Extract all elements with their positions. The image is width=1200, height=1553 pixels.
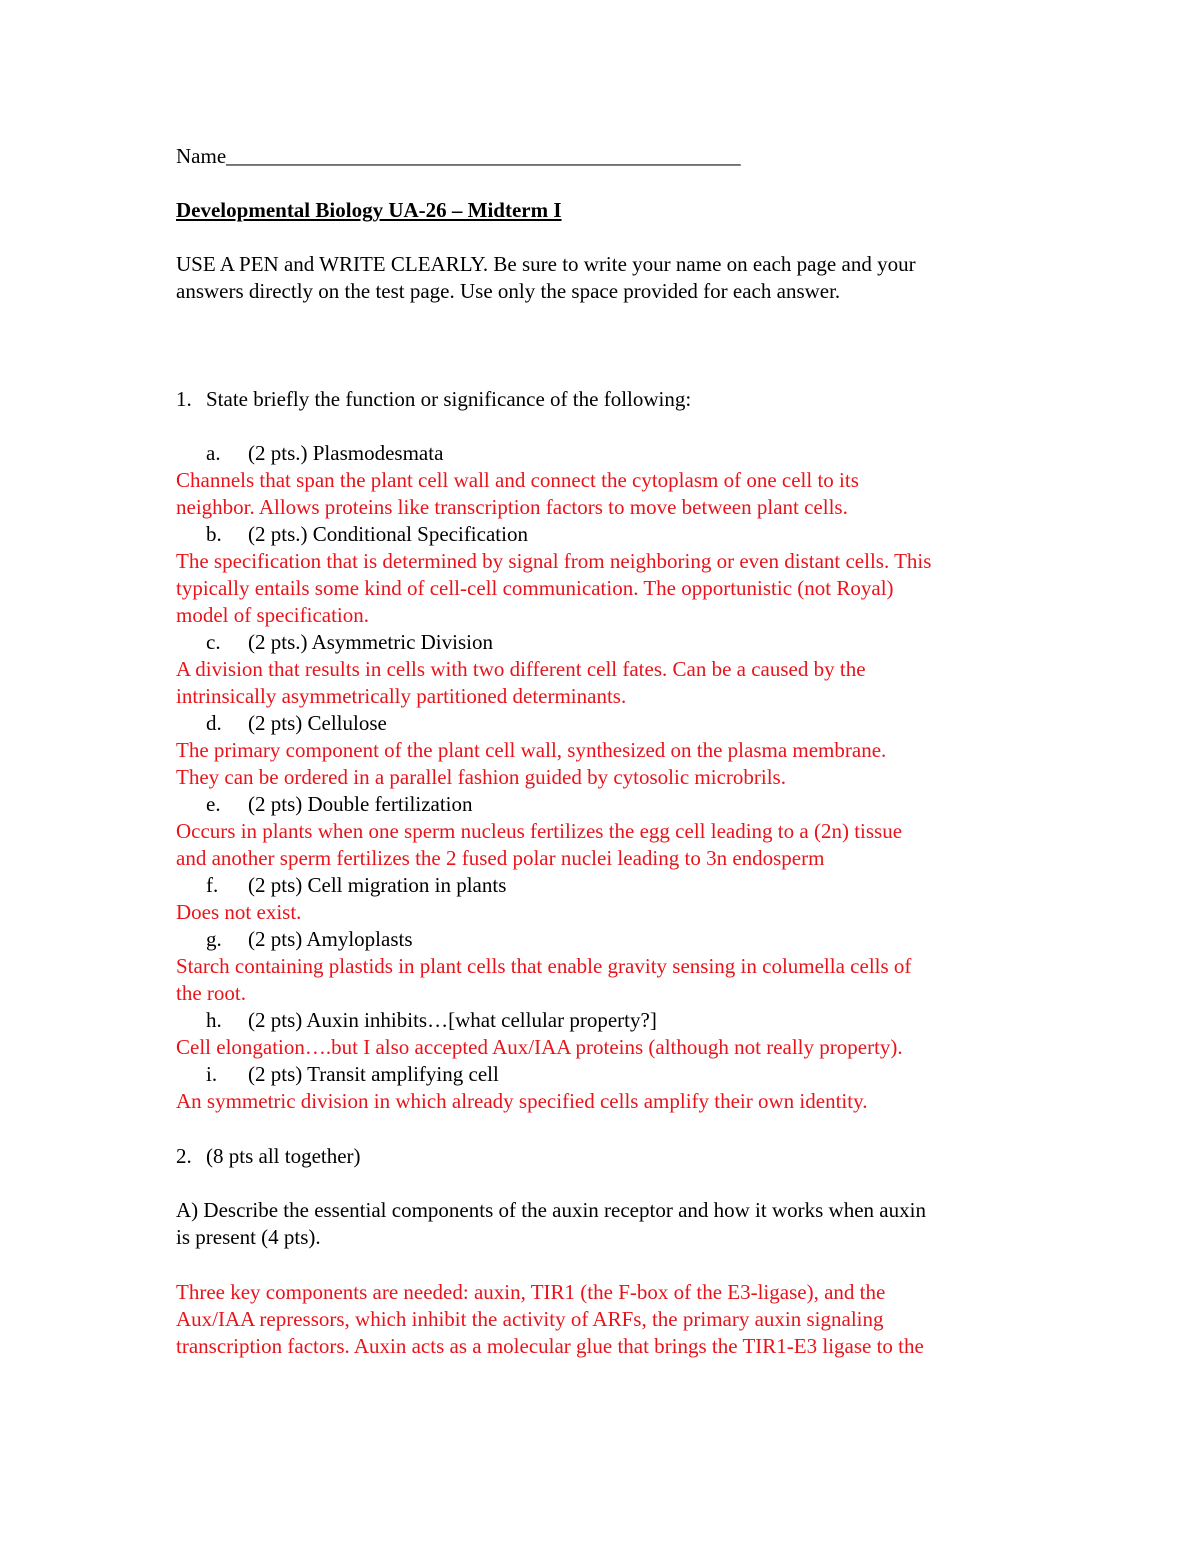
answer-f-line-1: Does not exist.: [176, 900, 302, 924]
answer-2a-line-1: Three key components are needed: auxin, TIR1 (the F-box of the E3-ligase), and the: [176, 1280, 886, 1304]
item-label: (2 pts) Cellulose: [248, 711, 387, 735]
exam-title: Developmental Biology UA-26 – Midterm I: [176, 198, 562, 222]
answer-d-line-2: They can be ordered in a parallel fashion guided by cytosolic microbrils.: [176, 765, 786, 789]
item-b: [206, 521, 528, 548]
item-i: [206, 1061, 499, 1088]
question-2-prompt: (8 pts all together): [206, 1144, 361, 1168]
instructions-line-1: USE A PEN and WRITE CLEARLY. Be sure to write your name on each page and your: [176, 252, 916, 276]
item-label: (2 pts.) Conditional Specification: [248, 522, 528, 546]
answer-e-line-1: Occurs in plants when one sperm nucleus fertilizes the egg cell leading to a (2n) tissue: [176, 819, 903, 843]
answer-a-line-2: neighbor. Allows proteins like transcription factors to move between plant cells.: [176, 495, 848, 519]
answer-2a-line-2: Aux/IAA repressors, which inhibit the activity of ARFs, the primary auxin signaling: [176, 1307, 884, 1331]
name-blank: _________________________________________________: [226, 144, 741, 168]
answer-h-line-1: Cell elongation….but I also accepted Aux/IAA proteins (although not really property).: [176, 1035, 903, 1059]
question-2a-line-2: is present (4 pts).: [176, 1225, 321, 1249]
answer-b-line-2: typically entails some kind of cell-cell communication. The opportunistic (not Royal): [176, 576, 894, 600]
item-letter: e.: [206, 792, 221, 816]
item-f: [206, 872, 506, 899]
question-1: [176, 386, 691, 413]
item-label: (2 pts.) Plasmodesmata: [248, 441, 444, 465]
answer-g-line-2: the root.: [176, 981, 246, 1005]
item-label: (2 pts) Cell migration in plants: [248, 873, 507, 897]
answer-b-line-1: The specification that is determined by signal from neighboring or even distant cells. This: [176, 549, 932, 573]
item-g: [206, 926, 413, 953]
answer-c-line-2: intrinsically asymmetrically partitioned determinants.: [176, 684, 627, 708]
name-label: Name: [176, 144, 227, 168]
instructions-line-2: answers directly on the test page. Use only the space provided for each answer.: [176, 279, 841, 303]
answer-b-line-3: model of specification.: [176, 603, 370, 627]
item-h: [206, 1007, 657, 1034]
question-2-number: 2.: [176, 1144, 192, 1168]
item-letter: f.: [206, 873, 219, 897]
question-2: [176, 1143, 361, 1170]
item-letter: d.: [206, 711, 222, 735]
answer-2a-line-3: transcription factors. Auxin acts as a molecular glue that brings the TIR1-E3 ligase to the: [176, 1334, 924, 1358]
answer-g-line-1: Starch containing plastids in plant cells that enable gravity sensing in columella cells of: [176, 954, 912, 978]
item-label: (2 pts) Auxin inhibits…[what cellular property?]: [248, 1008, 657, 1032]
item-letter: b.: [206, 522, 222, 546]
item-label: (2 pts) Amyloplasts: [248, 927, 413, 951]
item-label: (2 pts.) Asymmetric Division: [248, 630, 493, 654]
answer-c-line-1: A division that results in cells with two different cell fates. Can be a caused by the: [176, 657, 866, 681]
question-1-number: 1.: [176, 387, 192, 411]
question-1-prompt: State briefly the function or significance of the following:: [206, 387, 692, 411]
item-c: [206, 629, 493, 656]
question-2a-line-1: A) Describe the essential components of the auxin receptor and how it works when auxin: [176, 1198, 926, 1222]
name-field: [176, 143, 741, 170]
item-letter: c.: [206, 630, 221, 654]
item-letter: a.: [206, 441, 221, 465]
answer-d-line-1: The primary component of the plant cell wall, synthesized on the plasma membrane.: [176, 738, 887, 762]
answer-a-line-1: Channels that span the plant cell wall and connect the cytoplasm of one cell to its: [176, 468, 859, 492]
item-d: [206, 710, 387, 737]
answer-e-line-2: and another sperm fertilizes the 2 fused polar nuclei leading to 3n endosperm: [176, 846, 825, 870]
item-e: [206, 791, 473, 818]
answer-i-line-1: An symmetric division in which already specified cells amplify their own identity.: [176, 1089, 868, 1113]
item-a: [206, 440, 443, 467]
item-letter: g.: [206, 927, 222, 951]
item-label: (2 pts) Transit amplifying cell: [248, 1062, 499, 1086]
item-label: (2 pts) Double fertilization: [248, 792, 473, 816]
item-letter: h.: [206, 1008, 222, 1032]
item-letter: i.: [206, 1062, 218, 1086]
